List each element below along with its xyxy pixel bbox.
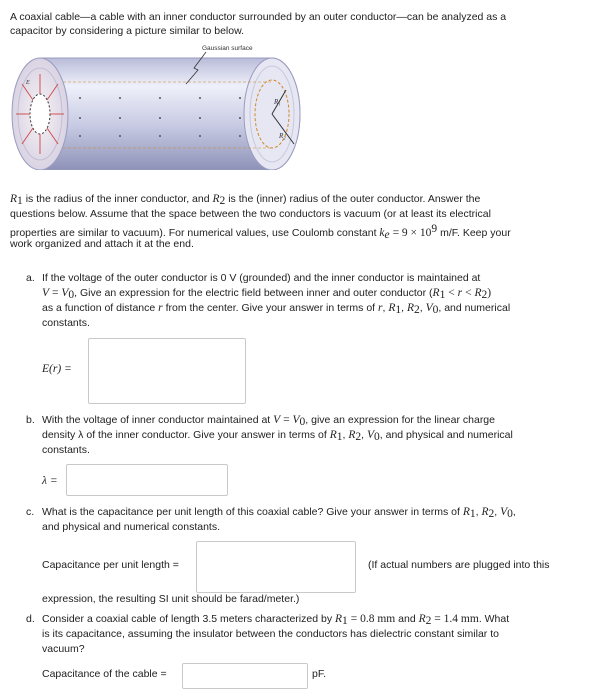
- question-a-letter: a.: [26, 272, 35, 284]
- question-c-letter: c.: [26, 506, 35, 518]
- capacitance-note: (If actual numbers are plugged into this: [368, 559, 550, 571]
- question-a-line-2: $V = V_0$, Give an expression for the electric field between inner and outer conductor $(R_1 < r < R_2)$: [42, 287, 492, 301]
- e-of-r-input[interactable]: [88, 338, 246, 404]
- description-line-2: questions below. Assume that the space between the two conductors is vacuum (or at least its electrical: [10, 208, 491, 220]
- e-of-r-label: E(r) =: [42, 363, 72, 375]
- r2-label: R₂: [279, 132, 286, 140]
- capacitance-per-length-input[interactable]: [196, 541, 356, 593]
- question-d-line-2: is its capacitance, assuming the insulator between the conductors has dielectric constant similar to: [42, 628, 499, 640]
- r1-label: R₁: [274, 98, 281, 106]
- question-a-line-4: constants.: [42, 317, 90, 329]
- question-b-letter: b.: [26, 414, 35, 426]
- intro-line-1: A coaxial cable—a cable with an inner conductor surrounded by an outer conductor—can be analyzed as a: [10, 11, 507, 23]
- capacitance-cable-input[interactable]: [182, 663, 308, 689]
- question-c-line-2: and physical and numerical constants.: [42, 521, 221, 533]
- description-line-3: properties are similar to vacuum). For numerical values, use Coulomb constant $k_e = 9 \times 10^9$ m/F. Keep your: [10, 223, 511, 241]
- question-d-line-3: vacuum?: [42, 643, 85, 655]
- question-a-line-1: If the voltage of the outer conductor is 0 V (grounded) and the inner conductor is maintained at: [42, 272, 481, 284]
- lambda-input[interactable]: [66, 464, 228, 496]
- capacitance-unit: pF.: [312, 668, 327, 680]
- coaxial-cable-figure: [10, 40, 312, 170]
- lambda-label: λ =: [42, 475, 58, 487]
- question-a-line-3: as a function of distance r from the center. Give your answer in terms of r, $R_1$, $R_2$, $V_0$, and numerical: [42, 302, 511, 316]
- description-line-4: work organized and attach it at the end.: [10, 238, 194, 250]
- question-b-line-1: With the voltage of inner conductor maintained at $V = V_0$, give an expression for the linear charge: [42, 414, 495, 428]
- description-line-1: $R_1$ is the radius of the inner conductor, and $R_2$ is the (inner) radius of the outer conductor. Answer the: [10, 193, 481, 207]
- capacitance-cable-label: Capacitance of the cable =: [42, 668, 167, 680]
- question-c-line-1: What is the capacitance per unit length of this coaxial cable? Give your answer in terms of $R_1$, $R_2$, $V_0$,: [42, 506, 516, 520]
- capacitance-note-2: expression, the resulting SI unit should be farad/meter.): [42, 593, 300, 605]
- question-b-line-3: constants.: [42, 444, 90, 456]
- question-b-line-2: density λ of the inner conductor. Give your answer in terms of $R_1$, $R_2$, $V_0$, and physical and numerical: [42, 429, 513, 443]
- e-label: E: [26, 80, 30, 86]
- gaussian-surface-label: Gaussian surface: [202, 45, 253, 52]
- question-d-letter: d.: [26, 613, 35, 625]
- intro-line-2: capacitor by considering a picture similar to below.: [10, 25, 245, 37]
- question-d-line-1: Consider a coaxial cable of length 3.5 meters characterized by $R_1 = 0.8$ mm and $R_2 = 1.4$ mm. What: [42, 613, 510, 627]
- capacitance-per-length-label: Capacitance per unit length =: [42, 559, 179, 571]
